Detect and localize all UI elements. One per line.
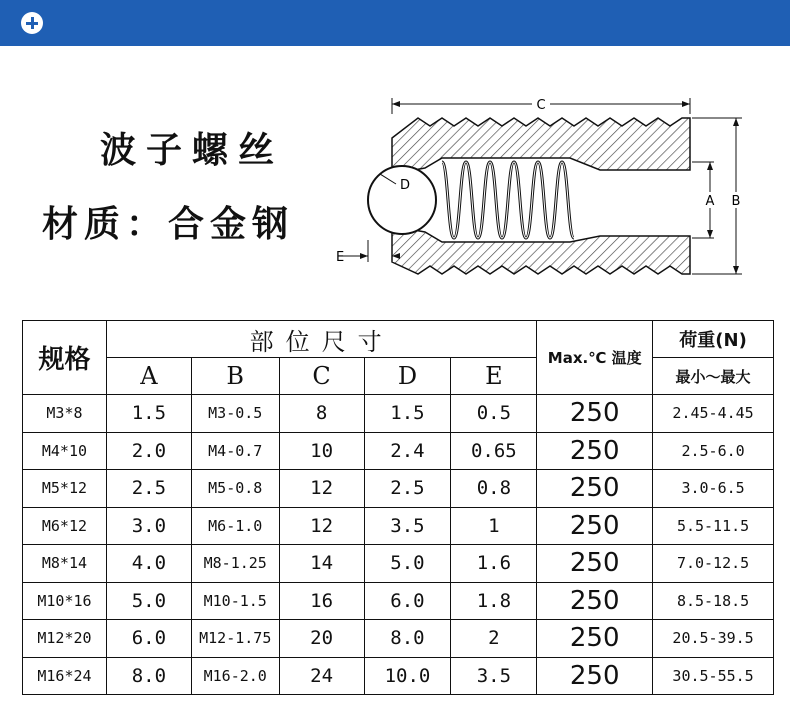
a-cell: 2.5 [106,470,191,508]
e-cell: 0.65 [451,432,537,470]
load-cell: 8.5-18.5 [653,582,774,620]
dim-label-a: A [705,194,715,209]
c-cell: 12 [279,507,364,545]
dim-label-d: D [400,178,411,193]
d-cell: 2.5 [364,470,451,508]
spec-cell: M8*14 [23,545,107,583]
a-cell: 6.0 [106,620,191,658]
c-cell: 12 [279,470,364,508]
e-cell: 2 [451,620,537,658]
load-cell: 30.5-55.5 [653,657,774,695]
plus-circle-icon[interactable] [21,12,43,34]
header-col-e: E [451,358,537,395]
d-cell: 6.0 [364,582,451,620]
table-row [23,657,774,695]
table-row [23,620,774,658]
table-row [23,395,774,433]
dim-label-e: E [336,250,345,265]
material-label: 材质：合金钢 [42,203,295,245]
spec-cell: M5*12 [23,470,107,508]
dim-label-b: B [731,194,741,209]
temp-cell: 250 [537,507,653,545]
ball-plunger-drawing [330,90,760,290]
header-parts: 部位尺寸 [106,321,536,358]
table-row [23,582,774,620]
c-cell: 14 [279,545,364,583]
spec-cell: M16*24 [23,657,107,695]
a-cell: 8.0 [106,657,191,695]
d-cell: 8.0 [364,620,451,658]
spec-cell: M10*16 [23,582,107,620]
ball-shape [368,166,436,234]
c-cell: 24 [279,657,364,695]
b-cell: M3-0.5 [191,395,279,433]
spec-cell: M4*10 [23,432,107,470]
table-row [23,470,774,508]
c-cell: 16 [279,582,364,620]
b-cell: M6-1.0 [191,507,279,545]
a-cell: 4.0 [106,545,191,583]
load-cell: 7.0-12.5 [653,545,774,583]
temp-cell: 250 [537,432,653,470]
temp-cell: 250 [537,582,653,620]
header-temp: Max.℃ 温度 [537,321,653,395]
table-row [23,507,774,545]
a-cell: 2.0 [106,432,191,470]
table-row [23,432,774,470]
e-cell: 1 [451,507,537,545]
b-cell: M16-2.0 [191,657,279,695]
a-cell: 5.0 [106,582,191,620]
temp-cell: 250 [537,545,653,583]
e-cell: 1.6 [451,545,537,583]
d-cell: 3.5 [364,507,451,545]
load-cell: 20.5-39.5 [653,620,774,658]
top-bar [0,0,790,46]
temp-cell: 250 [537,620,653,658]
header-load-range: 最小～最大 [653,358,774,395]
b-cell: M5-0.8 [191,470,279,508]
c-cell: 10 [279,432,364,470]
header-col-c: C [279,358,364,395]
table-row [23,545,774,583]
e-cell: 1.8 [451,582,537,620]
header-col-b: B [191,358,279,395]
e-cell: 0.8 [451,470,537,508]
e-cell: 3.5 [451,657,537,695]
d-cell: 2.4 [364,432,451,470]
c-cell: 8 [279,395,364,433]
body-bottom-section [392,226,690,274]
temp-cell: 250 [537,657,653,695]
dim-label-c: C [536,98,546,113]
d-cell: 1.5 [364,395,451,433]
c-cell: 20 [279,620,364,658]
product-title: 波子螺丝 [100,129,285,171]
load-cell: 5.5-11.5 [653,507,774,545]
header-spec: 规格 [23,321,107,395]
spec-cell: M6*12 [23,507,107,545]
b-cell: M8-1.25 [191,545,279,583]
spec-table [22,320,774,695]
load-cell: 3.0-6.5 [653,470,774,508]
e-cell: 0.5 [451,395,537,433]
d-cell: 5.0 [364,545,451,583]
load-cell: 2.5-6.0 [653,432,774,470]
a-cell: 3.0 [106,507,191,545]
header-col-d: D [364,358,451,395]
header-col-a: A [106,358,191,395]
a-cell: 1.5 [106,395,191,433]
d-cell: 10.0 [364,657,451,695]
header-load: 荷重(N) [653,321,774,358]
load-cell: 2.45-4.45 [653,395,774,433]
b-cell: M4-0.7 [191,432,279,470]
b-cell: M12-1.75 [191,620,279,658]
temp-cell: 250 [537,470,653,508]
b-cell: M10-1.5 [191,582,279,620]
spec-cell: M3*8 [23,395,107,433]
spec-cell: M12*20 [23,620,107,658]
temp-cell: 250 [537,395,653,433]
